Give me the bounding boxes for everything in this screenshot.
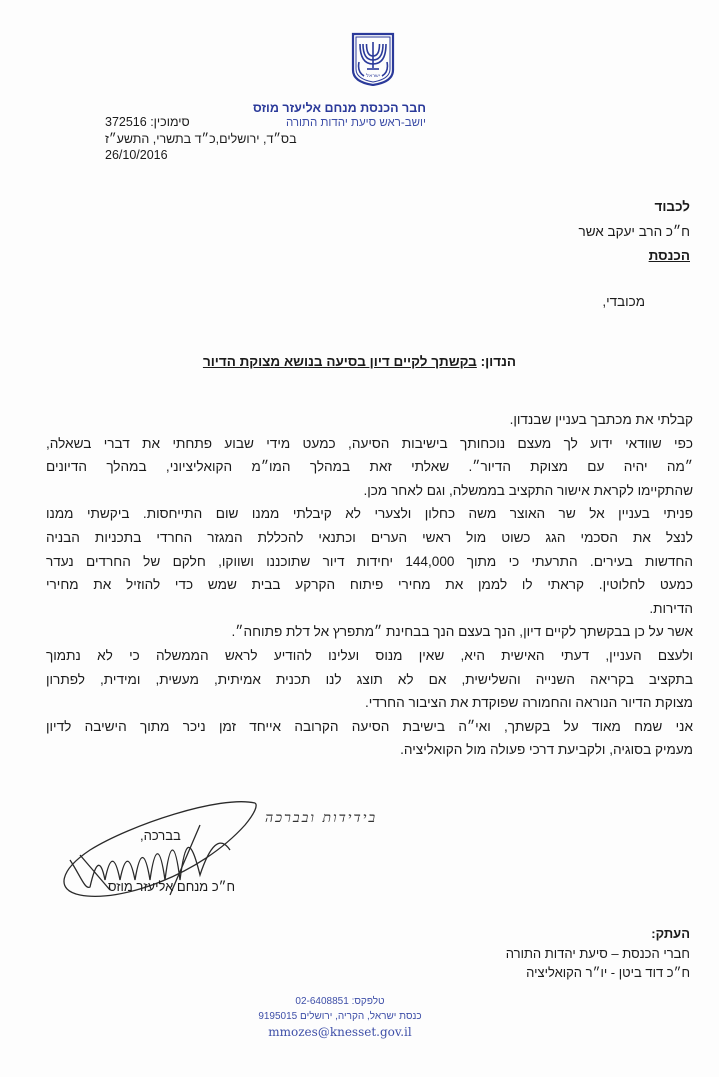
body-line: מעמיק בסוגיה, ולקביעת דרכי פעולה מול הקואליציה. [400,742,693,758]
body-line: כפי שוודאי ידוע לך מעצם נוכחותך בישיבות הסיעה, כמעט מידי שבוע פתחתי את דברי בשאלה, [46,435,693,451]
mk-name: חבר הכנסת מנחם אליעזר מוזס [253,101,426,115]
knesset-emblem-icon [350,32,396,86]
emblem-text: ישראל [366,73,380,79]
subject-label: הנדון: [480,354,517,369]
copies-label: העתק: [651,926,690,941]
body-line: קבלתי את מכתבך בעניין שבנדון. [509,412,693,427]
body-line: שהתקיימו לקראת אישור התקציב בממשלה, וגם לאחר מכן. [363,482,693,498]
signer-name: ח״כ מנחם אליעזר מוזס [108,879,236,894]
paragraph-4 [46,620,693,644]
gregorian-date: 26/10/2016 [105,148,168,162]
body-line: מצוקת הדיור הנוראה והחמורה שפוקדת את הציבור החרדי. [365,695,693,711]
paragraph-5 [46,644,693,715]
letter-body [46,408,693,762]
body-line: כמעט לחלוטין. קראתי לו לממן את מחירי פיתוח הקרקע בבית שמש כדי להוזיל את מחירי [46,577,693,593]
paragraph-6 [46,715,693,762]
handwritten-note: בידידות ובברכה [265,810,378,826]
salutation: מכובדי, [602,294,645,309]
body-line: ולעצם העניין, דעתי האישית היא, שאין מנוס ועלינו להודיע לראש הממשלה כי לא נתמוך [46,647,693,663]
hebrew-date: בס״ד, ירושלים,כ״ד בתשרי, התשע״ז [105,132,297,146]
to-label: לכבוד [654,199,690,214]
mk-role: יושב-ראש סיעת יהדות התורה [285,117,426,129]
copy-recipient: ח״כ דוד ביטן - יו״ר הקואליציה [526,965,690,980]
paragraph-1 [46,408,693,432]
subject-text: בקשתך לקיים דיון בסיעה בנושא מצוקת הדיור [202,354,477,369]
blessing: בברכה, [140,828,181,843]
body-line: לנצל את הסכמי הגג כשוט מול ראשי הערים וכתנאי להכללת המגזר החרדי בתכניות הבניה [46,529,693,545]
paragraph-2 [46,432,693,503]
copy-recipient: חברי הכנסת – סיעת יהדות התורה [505,946,690,961]
body-line: הדירות. [649,600,693,616]
body-line: אשר על כן בבקשתך לקיים דיון, הנך בעצם הנך בבחינת ״מתפרץ אל דלת פתוחה״. [231,624,693,640]
body-line: בתקציב בקריאה השנייה והשלישית, אם לא תוצג לנו תכנית אמיתית, מעשית, ומידית, לפתרון [46,671,693,687]
recipient-name: ח״כ הרב יעקב אשר [578,224,690,239]
body-line: החדשות בעירים. התרעתי כי מתוך 144,000 יחידות דיור שתוכננו ושווקו, חלקם של החרדים נעדר [46,553,693,569]
body-line: אני שמח מאוד על בקשתך, ואי״ה בישיבת הסיעה הקרובה אייחד זמן ניכר מתוך הישיבה לדיון [46,718,693,734]
subject-line [0,354,719,369]
body-line: פניתי בעניין אל שר האוצר משה כחלון ולצערי לא קיבלתי ממנו שום התייחסות. ביקשתי ממנו [46,506,693,522]
reference-number: סימוכין: 372516 [105,115,190,129]
footer-email-link[interactable]: mmozes@knesset.gov.il [268,1025,412,1039]
paragraph-3 [46,502,693,620]
footer-telefax: טלפקס: 02-6408851 [295,996,385,1007]
body-line: ״מה יהיה עם מצוקת הדיור״. שאלתי זאת במהלך המו״מ הקואליציוני, במהלך הדיונים [46,459,693,475]
recipient-institution: הכנסת [648,248,690,263]
footer-address: כנסת ישראל, הקריה, ירושלים 9195015 [258,1011,422,1022]
